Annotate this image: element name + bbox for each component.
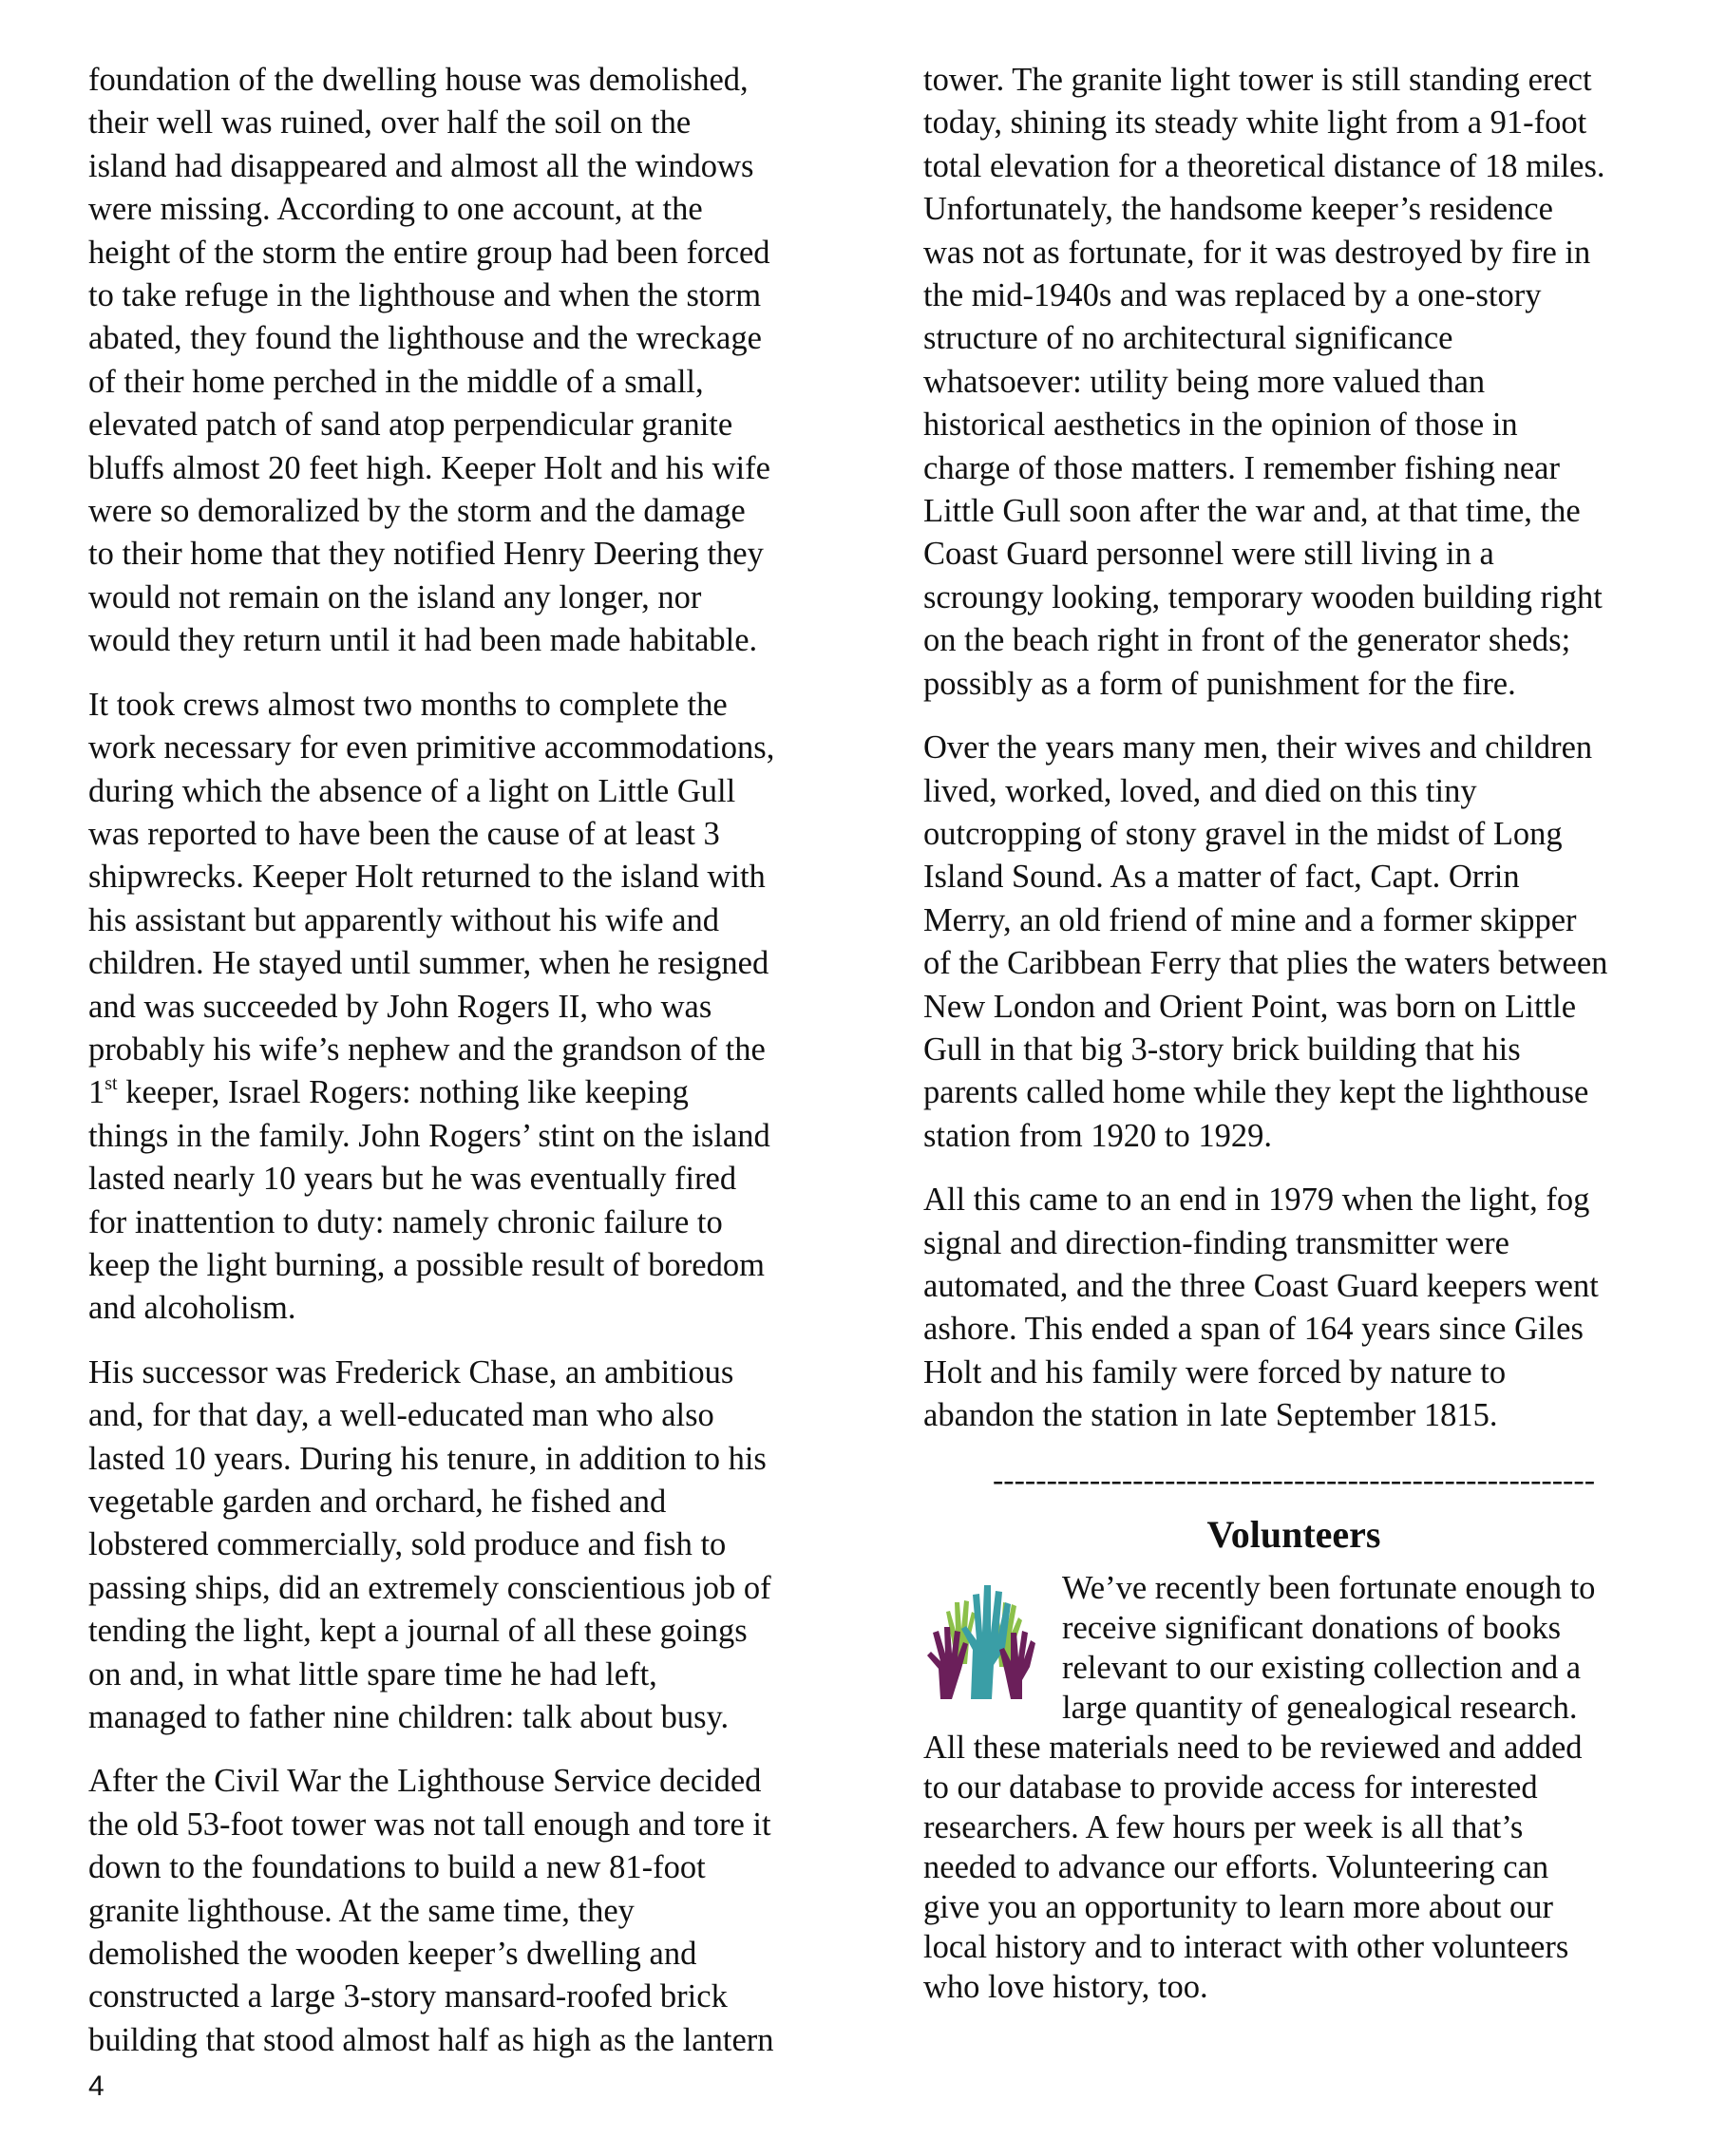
left-paragraph-4: After the Civil War the Lighthouse Service decided the old 53-foot tower was not tall enough and tore it down to the foundations to build a new 81-foot granite lighthouse. At the same time, they demolished the wooden keeper’s dwelling and constructed a large 3-story mansard-roofed brick building that stood almost half as high as the lantern <box>88 1763 774 2058</box>
section-divider: -------------------------------------------------------- <box>992 1462 1596 1498</box>
page-number: 4 <box>88 2071 104 2102</box>
ordinal-superscript: st <box>104 1073 118 1095</box>
left-column <box>88 59 825 2083</box>
right-paragraph-1: tower. The granite light tower is still standing erect today, shining its steady white light from a 91-foot total elevation for a theoretical distance of 18 miles. Unfortunately, the handsome keeper’s residence was not as fortunate, for it was destroyed by fire in the mid-1940s and was replaced by a one-story structure of no architectural significance whatsoever: utility being more valued than historical aesthetics in the opinion of those in charge of those matters. I remember fishing near Little Gull soon after the war and, at that time, the Coast Guard personnel were still living in a scroungy looking, temporary wooden building right on the beach right in front of the generator sheds; possibly as a form of punishment for the fire. <box>923 62 1605 702</box>
left-paragraph-2 <box>88 684 825 1331</box>
right-paragraph-2: Over the years many men, their wives and children lived, worked, loved, and died on this tiny outcropping of stony gravel in the midst of Long Island Sound. As a matter of fact, Capt. Orrin Merry, an old friend of mine and a former skipper of the Caribbean Ferry that plies the waters between New London and Orient Point, was born on Little Gull in that big 3-story brick building that his parents called home while they kept the lighthouse station from 1920 to 1929. <box>923 729 1608 1154</box>
volunteers-intro-text: We’ve recently been fortunate enough to receive significant donations of books relevant to our existing collection and a large quantity of genealogical research. <box>1062 1570 1596 1726</box>
right-paragraph-3: All this came to an end in 1979 when the light, fog signal and direction-finding transmitter were automated, and the three Coast Guard keepers went ashore. This ended a span of 164 years since Giles Holt and his family were forced by nature to abandon the station in late September 1815. <box>923 1182 1599 1434</box>
left-paragraph-3: His successor was Frederick Chase, an ambitious and, for that day, a well-educated man who also lasted 10 years. During his tenure, in addition to his vegetable garden and orchard, he fished and lobstered commercially, sold produce and fish to passing ships, did an extremely conscientious job of tending the light, kept a journal of all these goings on and, in what little spare time he had left, managed to father nine children: talk about busy. <box>88 1353 771 1736</box>
volunteers-heading: Volunteers <box>1206 1513 1381 1556</box>
volunteers-body-text: All these materials need to be reviewed and added to our database to provide access for interested researchers. A few hours per week is all that’s needed to advance our efforts. Volunteering can give you an opportunity to learn more about our local history and to interact with other volunteers who love history, too. <box>923 1730 1583 2005</box>
left-paragraph-2-part-b: keeper, Israel Rogers: nothing like keeping things in the family. John Rogers’ stint on the island lasted nearly 10 years but he was eventually fired for inattention to duty: namely chronic failure to keep the light burning, a possible result of boredom and alcoholism. <box>88 1074 770 1327</box>
left-paragraph-1: foundation of the dwelling house was demolished, their well was ruined, over half the soil on the island had disappeared and almost all the windows were missing. According to one account, at the height of the storm the entire group had been forced to take refuge in the lighthouse and when the storm abated, they found the lighthouse and the wreckage of their home perched in the middle of a small, elevated patch of sand atop perpendicular granite bluffs almost 20 feet high. Keeper Holt and his wife were so demoralized by the storm and the damage to their home that they notified Henry Deering they would not remain on the island any longer, nor would they return until it had been made habitable. <box>88 62 770 659</box>
raised-hands-icon <box>923 1574 1037 1699</box>
left-paragraph-2-part-a: It took crews almost two months to complete the work necessary for even primitive accommodations, during which the absence of a light on Little Gull was reported to have been the cause of at least 3 shipwrecks. Keeper Holt returned to the island with his assistant but apparently without his wife and children. He stayed until summer, when he resigned and was succeeded by John Rogers II, who was probably his wife’s nephew and the grandson of the 1 <box>88 686 775 1111</box>
volunteers-section <box>923 1568 1664 2007</box>
right-column <box>923 59 1664 2007</box>
